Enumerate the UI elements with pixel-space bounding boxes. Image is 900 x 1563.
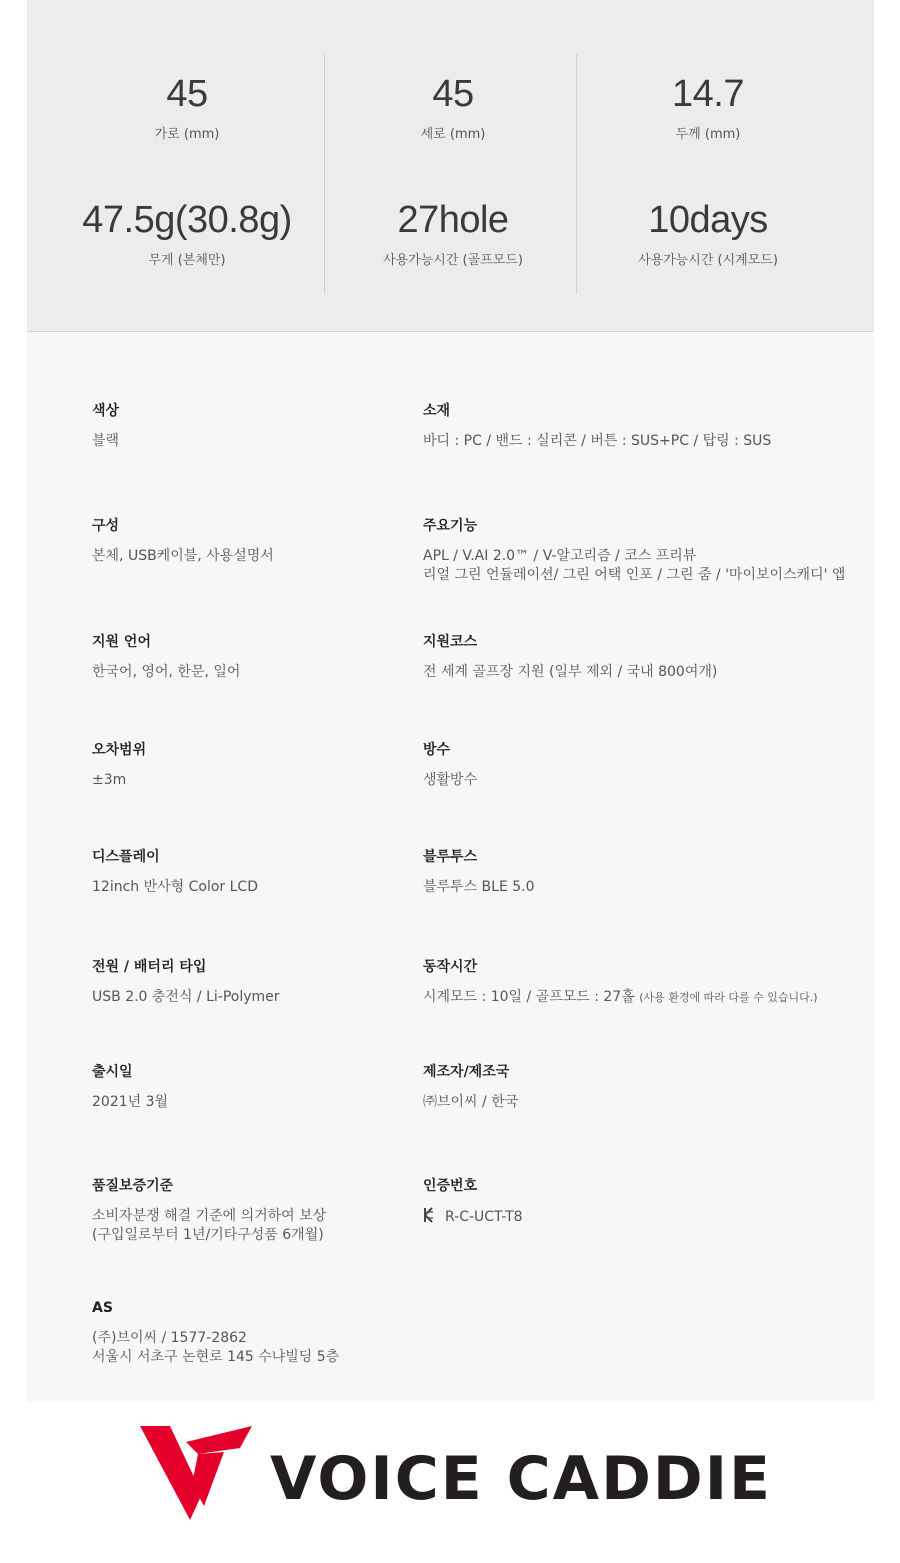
spec-value: ±3m bbox=[92, 772, 127, 788]
operating-time-note: (사용 환경에 따라 다를 수 있습니다.) bbox=[639, 991, 818, 1004]
stat-value: 45 bbox=[166, 73, 208, 115]
spec-features bbox=[423, 517, 863, 585]
kc-certification-icon bbox=[423, 1207, 435, 1223]
brand-name: VOICE CADDIE bbox=[270, 1444, 773, 1514]
stat-watch-mode-time bbox=[568, 198, 848, 269]
spec-title: 지원 언어 bbox=[92, 634, 151, 650]
spec-title: 구성 bbox=[92, 518, 120, 534]
stat-label: 두께 (mm) bbox=[675, 127, 741, 142]
stat-label: 사용가능시간 (골프모드) bbox=[383, 253, 523, 268]
spec-as bbox=[92, 1299, 532, 1367]
stat-label: 세로 (mm) bbox=[420, 127, 486, 142]
stat-value: 47.5g(30.8g) bbox=[82, 199, 292, 241]
spec-title: 색상 bbox=[92, 403, 120, 419]
spec-title: 방수 bbox=[423, 742, 451, 758]
stat-label: 무게 (본체만) bbox=[148, 253, 226, 268]
spec-value: (주)브이씨 / 1577-2862 서울시 서초구 논현로 145 수냐빌딩 5층 bbox=[92, 1330, 340, 1365]
spec-value: 소비자분쟁 해결 기준에 의거하여 보상 (구입일로부터 1년/기타구성품 6개월) bbox=[92, 1208, 327, 1243]
spec-panel bbox=[27, 332, 874, 1402]
spec-title: 품질보증기준 bbox=[92, 1178, 174, 1194]
spec-value: 12inch 반사형 Color LCD bbox=[92, 879, 258, 895]
brand-logo bbox=[140, 1422, 780, 1527]
spec-value: USB 2.0 충전식 / Li-Polymer bbox=[92, 989, 280, 1005]
voice-caddie-logo-icon bbox=[140, 1422, 255, 1527]
spec-value: 블루투스 BLE 5.0 bbox=[423, 879, 535, 895]
spec-value bbox=[423, 1207, 863, 1227]
spec-title: AS bbox=[92, 1300, 113, 1316]
spec-title: 오차범위 bbox=[92, 742, 147, 758]
stat-label: 사용가능시간 (시계모드) bbox=[638, 253, 778, 268]
spec-value: ㈜브이씨 / 한국 bbox=[423, 1094, 519, 1110]
spec-bluetooth bbox=[423, 848, 863, 897]
spec-title: 지원코스 bbox=[423, 634, 478, 650]
spec-value: 본체, USB케이블, 사용설명서 bbox=[92, 548, 274, 564]
stats-panel bbox=[27, 0, 874, 332]
spec-courses bbox=[423, 633, 863, 682]
stat-value: 14.7 bbox=[672, 73, 744, 115]
spec-title: 전원 / 배터리 타입 bbox=[92, 959, 207, 975]
spec-waterproof bbox=[423, 741, 863, 790]
spec-value bbox=[423, 988, 868, 1007]
stat-height bbox=[313, 72, 593, 143]
stat-label: 가로 (mm) bbox=[154, 127, 220, 142]
spec-value: 2021년 3월 bbox=[92, 1094, 169, 1110]
spec-title: 인증번호 bbox=[423, 1178, 478, 1194]
spec-value: 생활방수 bbox=[423, 772, 478, 788]
spec-title: 제조자/제조국 bbox=[423, 1064, 510, 1080]
spec-material bbox=[423, 402, 863, 451]
spec-title: 동작시간 bbox=[423, 959, 478, 975]
certification-number: R-C-UCT-T8 bbox=[445, 1209, 523, 1225]
spec-value: APL / V.AI 2.0™ / V-알고리즘 / 코스 프리뷰 리얼 그린 언듈레이션/ 그린 어택 인포 / 그린 줌 / '마이보이스캐디' 앱 bbox=[423, 548, 846, 583]
stat-width bbox=[47, 72, 327, 143]
spec-value: 바디 : PC / 밴드 : 실리콘 / 버튼 : SUS+PC / 탑링 : SUS bbox=[423, 433, 772, 449]
stat-golf-mode-time bbox=[313, 198, 593, 269]
spec-value: 블랙 bbox=[92, 433, 120, 449]
spec-title: 주요기능 bbox=[423, 518, 478, 534]
stat-value: 27hole bbox=[397, 199, 509, 241]
spec-title: 블루투스 bbox=[423, 849, 478, 865]
spec-value: 한국어, 영어, 한문, 일어 bbox=[92, 664, 241, 680]
spec-manufacturer bbox=[423, 1063, 863, 1112]
stat-value: 10days bbox=[648, 199, 768, 241]
spec-operating-time bbox=[423, 958, 868, 1007]
operating-time-value: 시계모드 : 10일 / 골프모드 : 27홀 bbox=[423, 989, 635, 1005]
spec-certification bbox=[423, 1177, 863, 1227]
spec-title: 디스플레이 bbox=[92, 849, 160, 865]
spec-value: 전 세계 골프장 지원 (일부 제외 / 국내 800여개) bbox=[423, 664, 718, 680]
spec-title: 소재 bbox=[423, 403, 451, 419]
stat-weight bbox=[47, 198, 327, 269]
stat-thickness bbox=[568, 72, 848, 143]
stat-value: 45 bbox=[432, 73, 474, 115]
spec-title: 출시일 bbox=[92, 1064, 133, 1080]
